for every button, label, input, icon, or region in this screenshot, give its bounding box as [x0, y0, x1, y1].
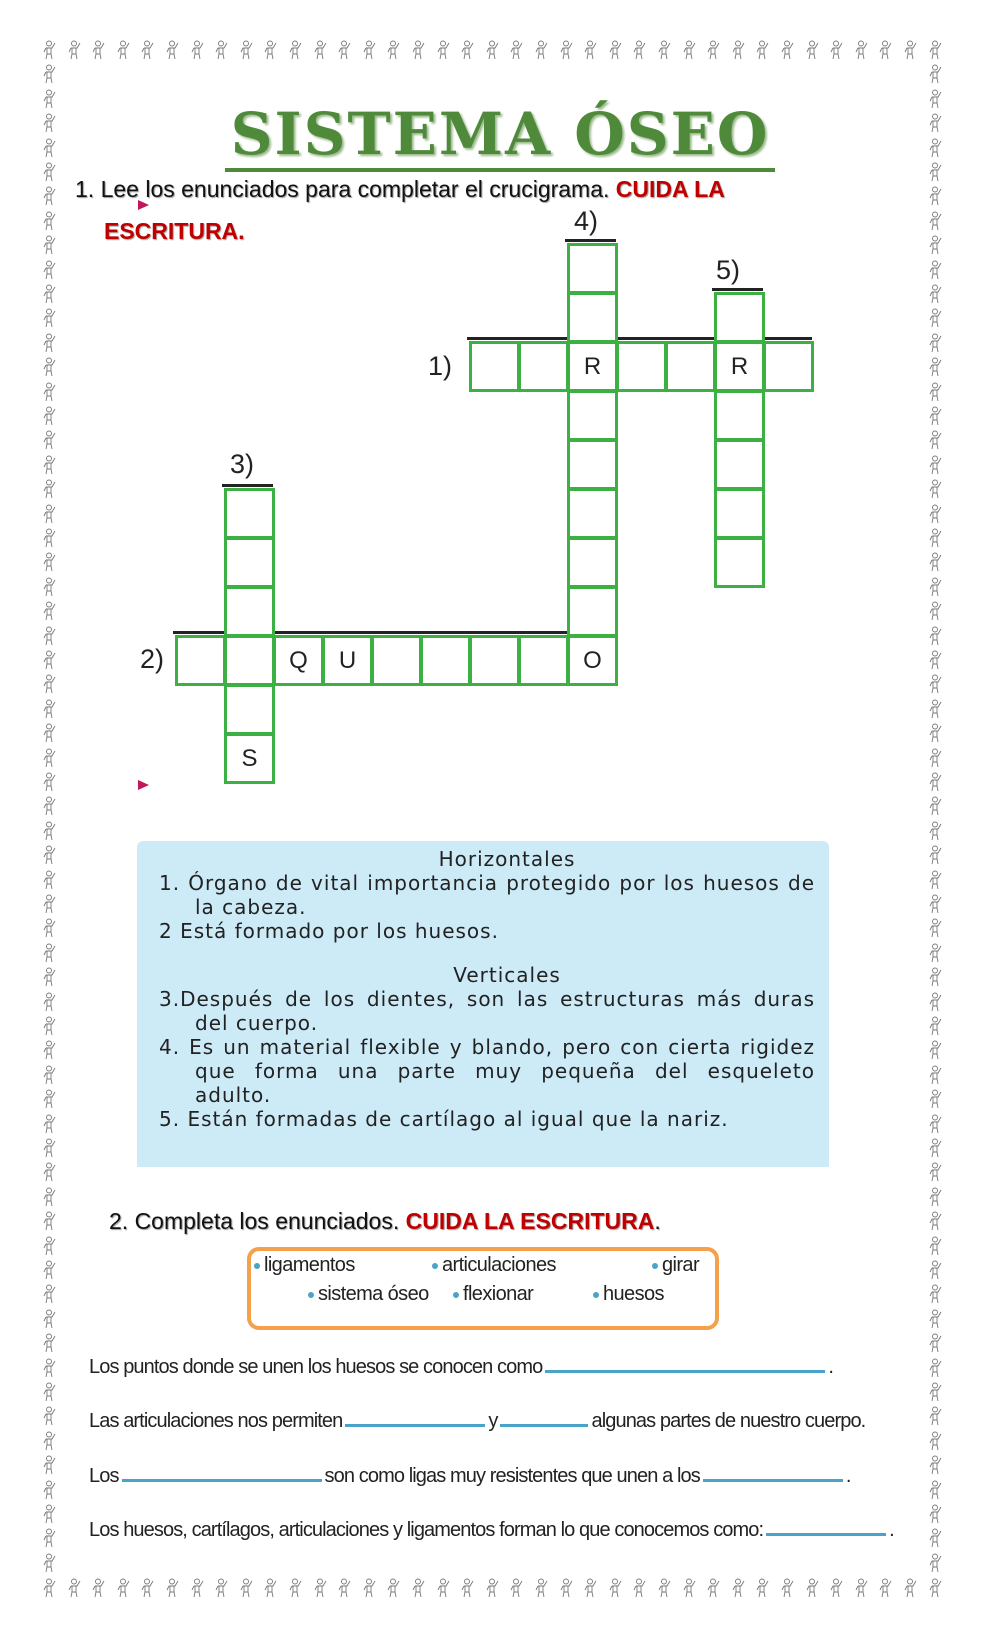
- stick-figure-icon: [928, 1040, 944, 1060]
- stick-figure-icon: [67, 40, 83, 60]
- stick-figure-icon: [313, 40, 329, 60]
- stick-figure-icon: [928, 821, 944, 841]
- stick-figure-icon: [42, 479, 58, 499]
- stick-figure-icon: [42, 748, 58, 768]
- stick-figure-icon: [928, 894, 944, 914]
- stick-figure-icon: [42, 1089, 58, 1109]
- stick-figure-icon: [42, 1040, 58, 1060]
- answer-blank[interactable]: [545, 1352, 825, 1373]
- stick-figure-icon: [42, 64, 58, 84]
- stick-figure-icon: [928, 1309, 944, 1329]
- stick-figure-icon: [534, 40, 550, 60]
- clue-3: 3.Después de los dientes, son las estructuras más duras del cuerpo.: [159, 987, 815, 1035]
- stick-figure-icon: [42, 1358, 58, 1378]
- stick-figure-icon: [928, 1236, 944, 1256]
- stick-figure-icon: [140, 1578, 156, 1598]
- stick-figure-icon: [706, 40, 722, 60]
- stick-figure-icon: [928, 674, 944, 694]
- word-bank-item: huesos: [593, 1283, 664, 1306]
- stick-figure-icon: [140, 40, 156, 60]
- stick-figure-icon: [928, 1016, 944, 1036]
- stick-figure-icon: [928, 1578, 944, 1598]
- stick-figure-icon: [928, 577, 944, 597]
- stick-figure-icon: [485, 40, 501, 60]
- crossword-cell[interactable]: [175, 635, 226, 686]
- stick-figure-icon: [91, 1578, 107, 1598]
- stick-figure-icon: [42, 967, 58, 987]
- crossword-cell[interactable]: [518, 635, 569, 686]
- stick-figure-icon: [436, 1578, 452, 1598]
- stick-figure-icon: [42, 406, 58, 426]
- stick-figure-icon: [928, 796, 944, 816]
- stick-figure-icon: [42, 284, 58, 304]
- stick-figure-icon: [42, 1211, 58, 1231]
- stick-figure-icon: [928, 1284, 944, 1304]
- stick-figure-icon: [42, 870, 58, 890]
- stick-figure-icon: [411, 1578, 427, 1598]
- stick-figure-icon: [928, 992, 944, 1012]
- stick-figure-icon: [928, 1211, 944, 1231]
- stick-figure-icon: [583, 1578, 599, 1598]
- stick-figure-icon: [805, 1578, 821, 1598]
- stick-figure-icon: [116, 40, 132, 60]
- word-bank-item: flexionar: [453, 1283, 533, 1306]
- vertical-heading: Verticales: [453, 963, 561, 987]
- stick-figure-icon: [42, 1065, 58, 1085]
- stick-figure-icon: [239, 1578, 255, 1598]
- section1-instruction: 1. Lee los enunciados para completar el crucigrama. CUIDA LA: [75, 176, 725, 202]
- stick-figure-icon: [67, 1578, 83, 1598]
- crossword-cell[interactable]: [567, 390, 618, 441]
- stick-figure-icon: [436, 40, 452, 60]
- clue-label-3: 3): [230, 449, 255, 479]
- clue-1: 1. Órgano de vital importancia protegido por los huesos de la cabeza.: [159, 871, 815, 919]
- stick-figure-icon: [214, 40, 230, 60]
- stick-figure-icon: [42, 1284, 58, 1304]
- stick-figure-icon: [829, 40, 845, 60]
- stick-figure-icon: [928, 1333, 944, 1353]
- crossword-cell[interactable]: [567, 292, 618, 343]
- stick-figure-icon: [509, 1578, 525, 1598]
- stick-figure-icon: [928, 333, 944, 353]
- crossword-cell[interactable]: [567, 488, 618, 539]
- stick-figure-icon: [42, 1187, 58, 1207]
- stick-figure-icon: [928, 601, 944, 621]
- stick-figure-icon: [411, 40, 427, 60]
- stick-figure-icon: [928, 967, 944, 987]
- stick-figure-icon: [928, 1065, 944, 1085]
- stick-figure-icon: [42, 943, 58, 963]
- word-bank-item: ligamentos: [254, 1254, 355, 1277]
- word-start-bar: [222, 484, 273, 487]
- stick-figure-icon: [928, 699, 944, 719]
- clues-panel: [137, 841, 829, 1167]
- stick-figure-icon: [657, 40, 673, 60]
- stick-figure-icon: [928, 1114, 944, 1134]
- crossword-cell[interactable]: [224, 537, 275, 588]
- stick-figure-icon: [682, 40, 698, 60]
- stick-figure-icon: [42, 186, 58, 206]
- stick-figure-icon: [928, 1480, 944, 1500]
- stick-figure-icon: [928, 1431, 944, 1451]
- stick-figure-icon: [42, 40, 58, 60]
- stick-figure-icon: [928, 430, 944, 450]
- stick-figure-icon: [928, 748, 944, 768]
- crossword-cell[interactable]: S: [224, 733, 275, 784]
- stick-figure-icon: [928, 260, 944, 280]
- stick-figure-icon: [928, 845, 944, 865]
- crossword-cell[interactable]: [420, 635, 471, 686]
- crossword-cell[interactable]: [714, 537, 765, 588]
- stick-figure-icon: [928, 528, 944, 548]
- stick-figure-icon: [42, 1504, 58, 1524]
- stick-figure-icon: [928, 1504, 944, 1524]
- stick-figure-icon: [928, 40, 944, 60]
- crossword-cell[interactable]: [665, 341, 716, 392]
- answer-blank[interactable]: [766, 1515, 886, 1536]
- stick-figure-icon: [42, 626, 58, 646]
- sentence-2: Las articulaciones nos permiten y algunas partes de nuestro cuerpo.: [89, 1406, 865, 1433]
- stick-figure-icon: [780, 40, 796, 60]
- stick-figure-icon: [928, 1553, 944, 1573]
- stick-figure-icon: [42, 1528, 58, 1548]
- crossword-cell[interactable]: [567, 439, 618, 490]
- stick-figure-icon: [42, 1382, 58, 1402]
- stick-figure-icon: [928, 723, 944, 743]
- stick-figure-icon: [928, 772, 944, 792]
- stick-figure-icon: [928, 479, 944, 499]
- stick-figure-icon: [928, 1162, 944, 1182]
- stick-figure-icon: [928, 552, 944, 572]
- stick-figure-icon: [386, 1578, 402, 1598]
- stick-figure-icon: [42, 1138, 58, 1158]
- page-title: SISTEMA ÓSEO: [0, 100, 1000, 168]
- stick-figure-icon: [928, 235, 944, 255]
- crossword-cell[interactable]: [224, 684, 275, 735]
- crossword-cell[interactable]: [567, 537, 618, 588]
- stick-figure-icon: [928, 211, 944, 231]
- crossword-cell[interactable]: [469, 341, 520, 392]
- stick-figure-icon: [903, 1578, 919, 1598]
- stick-figure-icon: [583, 40, 599, 60]
- stick-figure-icon: [731, 1578, 747, 1598]
- stick-figure-icon: [755, 1578, 771, 1598]
- stick-figure-icon: [878, 40, 894, 60]
- stick-figure-icon: [337, 40, 353, 60]
- stick-figure-icon: [657, 1578, 673, 1598]
- stick-figure-icon: [42, 1406, 58, 1426]
- stick-figure-icon: [928, 1382, 944, 1402]
- crossword-cell[interactable]: [224, 488, 275, 539]
- stick-figure-icon: [42, 1455, 58, 1475]
- crossword-cell[interactable]: [714, 292, 765, 343]
- stick-figure-icon: [42, 992, 58, 1012]
- stick-figure-icon: [42, 601, 58, 621]
- crossword-cell[interactable]: O: [567, 635, 618, 686]
- stick-figure-icon: [42, 1431, 58, 1451]
- clue-4: 4. Es un material flexible y blando, pero con cierta rigidez que forma una parte muy pequeña del esqueleto adulto.: [159, 1035, 815, 1107]
- sentence-3: Los son como ligas muy resistentes que unen a los .: [89, 1461, 851, 1488]
- stick-figure-icon: [42, 504, 58, 524]
- stick-figure-icon: [42, 333, 58, 353]
- stick-figure-icon: [214, 1578, 230, 1598]
- crossword-cell[interactable]: U: [322, 635, 373, 686]
- stick-figure-icon: [42, 918, 58, 938]
- stick-figure-icon: [42, 796, 58, 816]
- stick-figure-icon: [928, 918, 944, 938]
- clue-label-1: 1): [428, 351, 453, 381]
- stick-figure-icon: [928, 1358, 944, 1378]
- stick-figure-icon: [42, 1578, 58, 1598]
- stick-figure-icon: [509, 40, 525, 60]
- stick-figure-icon: [632, 40, 648, 60]
- stick-figure-icon: [42, 455, 58, 475]
- stick-figure-icon: [829, 1578, 845, 1598]
- stick-figure-icon: [460, 1578, 476, 1598]
- stick-figure-icon: [928, 284, 944, 304]
- clue-label-5: 5): [716, 255, 741, 285]
- stick-figure-icon: [42, 1480, 58, 1500]
- stick-figure-icon: [928, 455, 944, 475]
- stick-figure-icon: [42, 845, 58, 865]
- stick-figure-icon: [42, 1333, 58, 1353]
- stick-figure-icon: [928, 186, 944, 206]
- stick-figure-icon: [928, 1528, 944, 1548]
- stick-figure-icon: [42, 1309, 58, 1329]
- stick-figure-icon: [165, 1578, 181, 1598]
- stick-figure-icon: [854, 40, 870, 60]
- stick-figure-icon: [288, 40, 304, 60]
- section1-emphasis: ESCRITURA.: [104, 218, 245, 244]
- stick-figure-icon: [928, 308, 944, 328]
- crossword-cell[interactable]: [371, 635, 422, 686]
- crossword-cell[interactable]: R: [714, 341, 765, 392]
- stick-figure-icon: [42, 577, 58, 597]
- stick-figure-icon: [928, 626, 944, 646]
- stick-figure-icon: [190, 1578, 206, 1598]
- crossword-cell[interactable]: [616, 341, 667, 392]
- stick-figure-icon: [313, 1578, 329, 1598]
- crossword-cell[interactable]: [224, 586, 275, 637]
- stick-figure-icon: [42, 699, 58, 719]
- word-start-bar: [565, 239, 616, 242]
- stick-figure-icon: [42, 1553, 58, 1573]
- stick-figure-icon: [928, 870, 944, 890]
- stick-figure-icon: [190, 40, 206, 60]
- stick-figure-icon: [337, 1578, 353, 1598]
- stick-figure-icon: [362, 1578, 378, 1598]
- stick-figure-icon: [928, 406, 944, 426]
- clue-label-2: 2): [140, 644, 165, 674]
- stick-figure-icon: [559, 1578, 575, 1598]
- stick-figure-icon: [682, 1578, 698, 1598]
- stick-figure-icon: [165, 40, 181, 60]
- stick-figure-icon: [928, 504, 944, 524]
- stick-figure-icon: [706, 1578, 722, 1598]
- stick-figure-icon: [42, 357, 58, 377]
- stick-figure-icon: [878, 1578, 894, 1598]
- answer-blank[interactable]: [345, 1406, 485, 1427]
- stick-figure-icon: [731, 40, 747, 60]
- stick-figure-icon: [632, 1578, 648, 1598]
- crossword-cell[interactable]: [714, 488, 765, 539]
- stick-figure-icon: [608, 40, 624, 60]
- stick-figure-icon: [239, 40, 255, 60]
- stick-figure-icon: [928, 650, 944, 670]
- stick-figure-icon: [42, 528, 58, 548]
- answer-blank[interactable]: [122, 1461, 322, 1482]
- stick-figure-icon: [386, 40, 402, 60]
- word-bank-item: articulaciones: [432, 1254, 556, 1277]
- word-bank-item: girar: [652, 1254, 699, 1277]
- sentence-4: Los huesos, cartílagos, articulaciones y ligamentos forman lo que conocemos como: .: [89, 1515, 894, 1542]
- clue-2: 2 Está formado por los huesos.: [159, 919, 499, 943]
- answer-blank[interactable]: [500, 1406, 588, 1427]
- stick-figure-icon: [42, 308, 58, 328]
- stick-figure-icon: [928, 1187, 944, 1207]
- stick-figure-icon: [91, 40, 107, 60]
- stick-figure-icon: [116, 1578, 132, 1598]
- crossword-cell[interactable]: [518, 341, 569, 392]
- stick-figure-icon: [42, 772, 58, 792]
- stick-figure-icon: [42, 1260, 58, 1280]
- stick-figure-icon: [42, 552, 58, 572]
- crossword-cell[interactable]: [567, 586, 618, 637]
- stick-figure-icon: [42, 1162, 58, 1182]
- sentence-1: Los puntos donde se unen los huesos se conocen como .: [89, 1352, 833, 1379]
- stick-figure-icon: [42, 723, 58, 743]
- crossword-cell[interactable]: [224, 635, 275, 686]
- stick-figure-icon: [928, 1138, 944, 1158]
- stick-figure-icon: [362, 40, 378, 60]
- stick-figure-icon: [903, 40, 919, 60]
- word-bank-item: sistema óseo: [308, 1283, 429, 1306]
- clue-label-4: 4): [574, 206, 599, 236]
- stick-figure-icon: [42, 894, 58, 914]
- clue-5: 5. Están formadas de cartílago al igual que la nariz.: [159, 1107, 729, 1131]
- stick-figure-icon: [288, 1578, 304, 1598]
- stick-figure-icon: [928, 357, 944, 377]
- stick-figure-icon: [42, 674, 58, 694]
- stick-figure-icon: [928, 1406, 944, 1426]
- crossword-cell[interactable]: [714, 390, 765, 441]
- marker-icon: [138, 780, 149, 790]
- stick-figure-icon: [42, 1016, 58, 1036]
- section2-instruction: 2. Completa los enunciados. CUIDA LA ESCRITURA.: [109, 1208, 661, 1234]
- stick-figure-icon: [928, 943, 944, 963]
- horizontal-heading: Horizontales: [438, 847, 576, 871]
- stick-figure-icon: [460, 40, 476, 60]
- crossword-cell[interactable]: Q: [273, 635, 324, 686]
- stick-figure-icon: [42, 650, 58, 670]
- stick-figure-icon: [755, 40, 771, 60]
- stick-figure-icon: [805, 40, 821, 60]
- stick-figure-icon: [608, 1578, 624, 1598]
- answer-blank[interactable]: [703, 1461, 843, 1482]
- stick-figure-icon: [42, 1114, 58, 1134]
- marker-icon: [138, 200, 149, 210]
- crossword-cell[interactable]: [714, 439, 765, 490]
- stick-figure-icon: [854, 1578, 870, 1598]
- stick-figure-icon: [42, 260, 58, 280]
- stick-figure-icon: [42, 211, 58, 231]
- crossword-cell[interactable]: [567, 243, 618, 294]
- stick-figure-icon: [485, 1578, 501, 1598]
- stick-figure-icon: [42, 1236, 58, 1256]
- stick-figure-icon: [928, 64, 944, 84]
- stick-figure-icon: [928, 1260, 944, 1280]
- stick-figure-icon: [780, 1578, 796, 1598]
- stick-figure-icon: [42, 235, 58, 255]
- stick-figure-icon: [928, 382, 944, 402]
- crossword-cell[interactable]: R: [567, 341, 618, 392]
- stick-figure-icon: [42, 430, 58, 450]
- stick-figure-icon: [534, 1578, 550, 1598]
- stick-figure-icon: [928, 1455, 944, 1475]
- stick-figure-icon: [42, 821, 58, 841]
- stick-figure-icon: [42, 382, 58, 402]
- stick-figure-icon: [263, 1578, 279, 1598]
- crossword-cell[interactable]: [469, 635, 520, 686]
- word-start-bar: [712, 288, 763, 291]
- crossword-cell[interactable]: [763, 341, 814, 392]
- stick-figure-icon: [559, 40, 575, 60]
- stick-figure-icon: [263, 40, 279, 60]
- stick-figure-icon: [928, 1089, 944, 1109]
